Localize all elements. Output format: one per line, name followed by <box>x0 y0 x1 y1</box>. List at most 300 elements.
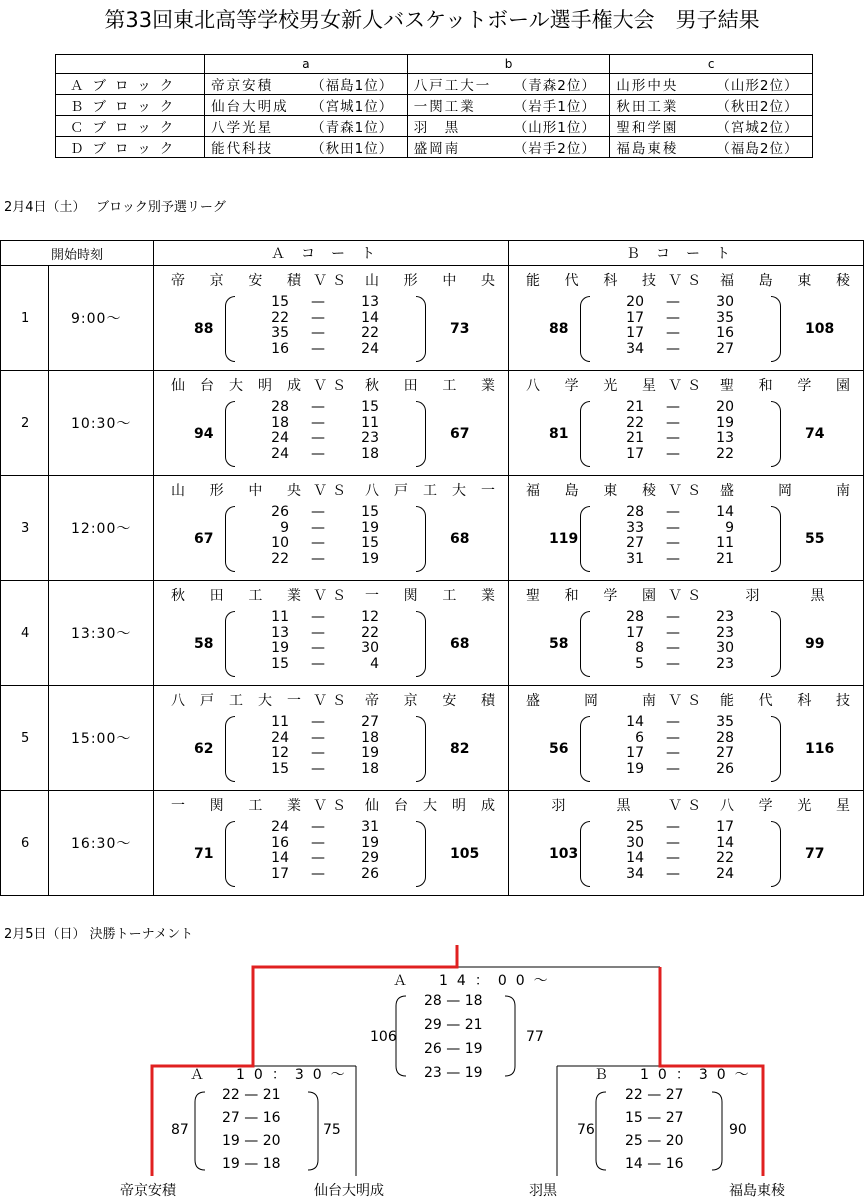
period-score-away: 23 <box>716 655 734 672</box>
period-score-home: 30 <box>626 834 644 851</box>
dash: — <box>311 504 325 520</box>
team-char: 八 <box>365 483 379 499</box>
dash: — <box>311 414 325 431</box>
period-score-home: 24 <box>271 729 289 746</box>
period-score-away: 22 <box>361 325 379 341</box>
day1-label: 2月4日（土） ブロック別予選リーグ <box>4 200 226 215</box>
team-char: 島 <box>758 273 773 289</box>
semi-b-score-left: 76 <box>577 1122 595 1138</box>
total-score-away: 73 <box>450 321 470 337</box>
team-rank: （岩手2位） <box>513 141 596 157</box>
dash: — <box>311 819 325 835</box>
period-score-away: 22 <box>716 850 734 866</box>
total-score-away: 105 <box>450 846 480 862</box>
team-char: 黒 <box>810 588 825 604</box>
dash: — <box>311 714 325 730</box>
team-char: 工 <box>442 588 457 604</box>
team-char: 園 <box>641 588 656 604</box>
team-char: 八 <box>526 378 540 394</box>
team-char: 能 <box>720 693 734 709</box>
team-char: 戸 <box>200 693 214 709</box>
period-score-home: 24 <box>271 819 289 835</box>
period-score-away: 27 <box>361 714 379 730</box>
vs-label: ＶＳ <box>668 378 706 394</box>
bracket-team: 福島東稜 <box>729 1183 785 1199</box>
period-score-away: 19 <box>361 745 379 761</box>
period-score-away: 23 <box>716 624 734 641</box>
period-score-home: 17 <box>626 624 644 641</box>
team-char: 仙 <box>365 798 379 814</box>
team-char: 福 <box>526 483 540 499</box>
final-score-right: 77 <box>526 1029 544 1045</box>
team-char: 星 <box>641 378 656 394</box>
dash: — <box>311 760 325 777</box>
team-char: 業 <box>480 378 495 394</box>
period-score-home: 34 <box>626 865 644 882</box>
period-score-home: 19 <box>271 640 289 656</box>
vs-label: ＶＳ <box>313 273 351 289</box>
period-score-home: 12 <box>271 745 289 761</box>
team-char: 大 <box>452 483 466 499</box>
period-score-home: 16 <box>271 340 289 357</box>
team-char: 秋 <box>171 588 185 604</box>
team-char: 関 <box>403 588 418 604</box>
period-score-away: 14 <box>361 309 379 326</box>
team-char: 成 <box>481 798 495 814</box>
round-number: 5 <box>1 686 49 791</box>
team-char: 南 <box>836 483 850 499</box>
period-score-home: 15 <box>271 294 289 310</box>
dash: — <box>311 445 325 462</box>
dash: — <box>666 445 680 462</box>
team-rank: （福島2位） <box>716 141 799 157</box>
final-period: 26 — 19 <box>424 1041 483 1057</box>
team-char: 技 <box>835 693 850 709</box>
dash: — <box>666 850 680 866</box>
start-time: 13:30～ <box>49 581 154 686</box>
vs-label: ＶＳ <box>668 798 706 814</box>
bracket-team: 帝京安積 <box>120 1183 176 1199</box>
period-score-away: 19 <box>361 834 379 851</box>
team-char: 一 <box>171 798 185 814</box>
team-char: 田 <box>209 588 224 604</box>
team-rank: （宮城2位） <box>716 120 799 136</box>
period-score-away: 4 <box>370 655 379 672</box>
team-char: 代 <box>564 273 579 289</box>
period-score-away: 26 <box>361 865 379 882</box>
team-char: 福 <box>720 273 734 289</box>
team-name: 八学光星 <box>211 120 274 136</box>
semi-b-period: 14 — 16 <box>625 1156 684 1172</box>
total-score-away: 82 <box>450 741 470 757</box>
dash: — <box>666 714 680 730</box>
start-time: 10:30～ <box>49 371 154 476</box>
team-char: 学 <box>758 798 773 814</box>
period-score-away: 30 <box>716 294 734 310</box>
period-score-away: 11 <box>716 535 734 551</box>
semi-b-period: 15 — 27 <box>625 1110 684 1126</box>
period-score-away: 19 <box>361 519 379 536</box>
team-name: 羽 黒 <box>413 120 461 136</box>
total-score-home: 88 <box>549 321 569 337</box>
block-name: Ｄブロック <box>56 137 205 158</box>
score-bracket-left <box>195 1092 205 1170</box>
dash: — <box>311 340 325 357</box>
dash: — <box>311 850 325 866</box>
period-score-home: 13 <box>271 624 289 641</box>
period-score-away: 24 <box>716 865 734 882</box>
period-score-away: 9 <box>725 519 734 536</box>
dash: — <box>666 399 680 415</box>
header-cell: a <box>205 55 408 74</box>
team-char: 京 <box>403 693 418 709</box>
team-char: 工 <box>229 693 243 709</box>
team-char: 央 <box>286 483 301 499</box>
period-score-away: 19 <box>361 550 379 567</box>
page-title: 第33回東北高等学校男女新人バスケットボール選手権大会 男子結果 <box>104 8 760 32</box>
dash: — <box>311 655 325 672</box>
team-rank: （山形2位） <box>716 78 799 94</box>
total-score-home: 58 <box>194 636 214 652</box>
period-score-home: 11 <box>271 609 289 625</box>
team-char: 羽 <box>745 588 760 604</box>
team-name: 秋田工業 <box>616 99 679 115</box>
period-score-away: 27 <box>716 745 734 761</box>
period-score-away: 11 <box>361 414 379 431</box>
header-start-time: 開始時刻 <box>1 241 154 266</box>
dash: — <box>666 414 680 431</box>
period-score-away: 27 <box>716 340 734 357</box>
total-score-away: 74 <box>805 426 825 442</box>
semi-a-period: 27 — 16 <box>222 1110 281 1126</box>
team-char: 中 <box>248 483 263 499</box>
period-score-away: 24 <box>361 340 379 357</box>
team-char: 台 <box>394 798 408 814</box>
dash: — <box>666 609 680 625</box>
semi-b-period: 25 — 20 <box>625 1133 684 1149</box>
period-score-away: 16 <box>716 325 734 341</box>
team-char: 島 <box>564 483 579 499</box>
start-time: 16:30～ <box>49 791 154 896</box>
bracket-team: 羽黒 <box>529 1183 557 1199</box>
header-court-a: Ａコート <box>154 241 509 266</box>
team-char: 明 <box>452 798 466 814</box>
period-score-home: 20 <box>626 294 644 310</box>
dash: — <box>311 535 325 551</box>
period-score-home: 22 <box>626 414 644 431</box>
round-number: 3 <box>1 476 49 581</box>
dash: — <box>311 399 325 415</box>
semi-a-period: 19 — 18 <box>222 1156 281 1172</box>
score-bracket-left <box>596 1092 606 1170</box>
dash: — <box>666 309 680 326</box>
total-score-away: 77 <box>805 846 825 862</box>
team-char: 山 <box>365 273 379 289</box>
team-name: 一関工業 <box>413 99 476 115</box>
dash: — <box>311 729 325 746</box>
team-char: 稜 <box>641 483 656 499</box>
dash: — <box>666 865 680 882</box>
team-char: 大 <box>258 693 272 709</box>
team-char: 積 <box>286 273 301 289</box>
team-char: 央 <box>480 273 495 289</box>
dash: — <box>666 550 680 567</box>
dash: — <box>666 729 680 746</box>
round-number: 1 <box>1 266 49 371</box>
period-score-home: 11 <box>271 714 289 730</box>
team-char: 黒 <box>616 798 631 814</box>
vs-label: ＶＳ <box>313 588 351 604</box>
period-score-away: 35 <box>716 714 734 730</box>
team-char: 中 <box>442 273 457 289</box>
team-char: 聖 <box>526 588 540 604</box>
total-score-away: 99 <box>805 636 825 652</box>
team-char: 能 <box>526 273 540 289</box>
dash: — <box>666 535 680 551</box>
total-score-away: 68 <box>450 531 470 547</box>
period-score-away: 35 <box>716 309 734 326</box>
period-score-away: 14 <box>716 834 734 851</box>
period-score-home: 26 <box>271 504 289 520</box>
dash: — <box>666 819 680 835</box>
total-score-away: 116 <box>805 741 835 757</box>
vs-label: ＶＳ <box>668 588 706 604</box>
dash: — <box>666 624 680 641</box>
period-score-away: 22 <box>716 445 734 462</box>
team-char: 羽 <box>551 798 566 814</box>
final-period: 29 — 21 <box>424 1017 483 1033</box>
team-name: 盛岡南 <box>413 141 461 157</box>
dash: — <box>311 640 325 656</box>
vs-label: ＶＳ <box>313 378 351 394</box>
team-char: 代 <box>758 693 773 709</box>
dash: — <box>311 519 325 536</box>
team-char: 山 <box>171 483 185 499</box>
period-score-home: 14 <box>271 850 289 866</box>
team-rank: （山形1位） <box>513 120 596 136</box>
total-score-away: 67 <box>450 426 470 442</box>
semi-a-period: 19 — 20 <box>222 1133 281 1149</box>
team-char: 和 <box>758 378 773 394</box>
vs-label: ＶＳ <box>313 483 351 499</box>
period-score-home: 17 <box>626 445 644 462</box>
vs-label: ＶＳ <box>313 693 351 709</box>
team-char: 一 <box>365 588 379 604</box>
team-char: 積 <box>480 693 495 709</box>
period-score-home: 6 <box>635 729 644 746</box>
final-period: 23 — 19 <box>424 1065 483 1081</box>
team-rank: （岩手1位） <box>513 99 596 115</box>
team-char: 学 <box>603 588 618 604</box>
period-score-home: 22 <box>271 550 289 567</box>
period-score-home: 14 <box>626 850 644 866</box>
team-char: 東 <box>603 483 618 499</box>
dash: — <box>666 760 680 777</box>
period-score-home: 14 <box>626 714 644 730</box>
dash: — <box>666 294 680 310</box>
semi-a-score-left: 87 <box>171 1122 189 1138</box>
team-name: 帝京安積 <box>211 78 274 94</box>
team-char: 岡 <box>584 693 598 709</box>
block-name: Ａブロック <box>56 74 205 95</box>
team-char: 帝 <box>171 273 185 289</box>
period-score-home: 17 <box>626 309 644 326</box>
period-score-away: 18 <box>361 445 379 462</box>
total-score-home: 58 <box>549 636 569 652</box>
day2-label: 2月5日（日） 決勝トーナメント <box>4 927 194 942</box>
score-bracket-right <box>712 1092 722 1170</box>
team-char: 帝 <box>365 693 379 709</box>
team-name: 山形中央 <box>616 78 679 94</box>
period-score-home: 15 <box>271 760 289 777</box>
total-score-away: 55 <box>805 531 825 547</box>
period-score-home: 25 <box>626 819 644 835</box>
total-score-home: 56 <box>549 741 569 757</box>
total-score-home: 103 <box>549 846 579 862</box>
header-court-b: Ｂコート <box>509 241 864 266</box>
period-score-home: 18 <box>271 414 289 431</box>
start-time: 9:00～ <box>49 266 154 371</box>
total-score-home: 67 <box>194 531 214 547</box>
team-char: 戸 <box>394 483 408 499</box>
period-score-home: 16 <box>271 834 289 851</box>
final-period: 28 — 18 <box>424 993 483 1009</box>
team-char: 京 <box>209 273 224 289</box>
semi-b-label: Ｂ 10：30～ <box>594 1067 758 1083</box>
team-char: 形 <box>209 483 224 499</box>
period-score-away: 18 <box>361 729 379 746</box>
period-score-away: 15 <box>361 504 379 520</box>
team-char: 光 <box>797 798 812 814</box>
team-char: 一 <box>287 693 301 709</box>
dash: — <box>666 655 680 672</box>
team-rank: （秋田1位） <box>311 141 394 157</box>
dash: — <box>311 609 325 625</box>
period-score-home: 28 <box>626 504 644 520</box>
total-score-away: 108 <box>805 321 835 337</box>
dash: — <box>666 834 680 851</box>
team-char: 明 <box>258 378 272 394</box>
team-char: 安 <box>442 693 457 709</box>
period-score-away: 15 <box>361 535 379 551</box>
team-name: 仙台大明成 <box>211 99 289 115</box>
team-rank: （秋田2位） <box>716 99 799 115</box>
team-name: 福島東稜 <box>616 141 679 157</box>
period-score-away: 22 <box>361 624 379 641</box>
team-char: 業 <box>286 798 301 814</box>
team-char: 田 <box>403 378 418 394</box>
team-char: 星 <box>835 798 850 814</box>
total-score-home: 81 <box>549 426 569 442</box>
team-char: 園 <box>835 378 850 394</box>
team-char: 台 <box>200 378 214 394</box>
period-score-home: 34 <box>626 340 644 357</box>
team-char: 稜 <box>835 273 850 289</box>
dash: — <box>666 745 680 761</box>
period-score-away: 31 <box>361 819 379 835</box>
team-char: 業 <box>480 588 495 604</box>
period-score-home: 31 <box>626 550 644 567</box>
total-score-home: 119 <box>549 531 579 547</box>
team-char: 工 <box>442 378 457 394</box>
team-char: 技 <box>641 273 656 289</box>
team-char: 工 <box>423 483 437 499</box>
vs-label: ＶＳ <box>668 693 706 709</box>
period-score-home: 35 <box>271 325 289 341</box>
vs-label: ＶＳ <box>313 798 351 814</box>
team-rank: （青森2位） <box>513 78 596 94</box>
bracket-team: 仙台大明成 <box>314 1183 384 1199</box>
block-name: Ｂブロック <box>56 95 205 116</box>
period-score-away: 20 <box>716 399 734 415</box>
round-number: 6 <box>1 791 49 896</box>
period-score-away: 21 <box>716 550 734 567</box>
team-char: 科 <box>603 273 618 289</box>
team-char: 学 <box>797 378 812 394</box>
team-char: 工 <box>248 588 263 604</box>
team-char: 一 <box>481 483 495 499</box>
dash: — <box>311 430 325 446</box>
period-score-away: 19 <box>716 414 734 431</box>
period-score-home: 8 <box>635 640 644 656</box>
semi-b-period: 22 — 27 <box>625 1087 684 1103</box>
team-name: 能代科技 <box>211 141 274 157</box>
period-score-away: 13 <box>361 294 379 310</box>
dash: — <box>666 340 680 357</box>
team-char: 八 <box>720 798 734 814</box>
final-score-left: 106 <box>370 1029 397 1045</box>
dash: — <box>666 640 680 656</box>
dash: — <box>311 325 325 341</box>
period-score-home: 27 <box>626 535 644 551</box>
team-char: 八 <box>171 693 185 709</box>
team-char: 科 <box>797 693 812 709</box>
team-char: 大 <box>229 378 243 394</box>
team-char: 盛 <box>526 693 540 709</box>
start-time: 12:00～ <box>49 476 154 581</box>
period-score-away: 12 <box>361 609 379 625</box>
team-name: 聖和学園 <box>616 120 679 136</box>
round-number: 4 <box>1 581 49 686</box>
team-char: 和 <box>564 588 579 604</box>
dash: — <box>311 834 325 851</box>
vs-label: ＶＳ <box>668 273 706 289</box>
semi-a-score-right: 75 <box>323 1122 341 1138</box>
dash: — <box>311 550 325 567</box>
period-score-home: 21 <box>626 399 644 415</box>
team-char: 形 <box>403 273 418 289</box>
header-cell: b <box>407 55 610 74</box>
dash: — <box>666 430 680 446</box>
period-score-home: 22 <box>271 309 289 326</box>
team-char: 東 <box>797 273 812 289</box>
team-char: 安 <box>248 273 263 289</box>
team-char: 工 <box>248 798 263 814</box>
team-char: 秋 <box>365 378 379 394</box>
team-char: 岡 <box>778 483 792 499</box>
score-bracket-right <box>505 996 515 1076</box>
vs-label: ＶＳ <box>668 483 706 499</box>
period-score-home: 9 <box>280 519 289 536</box>
team-char: 光 <box>603 378 618 394</box>
semi-b-score-right: 90 <box>729 1122 747 1138</box>
total-score-home: 62 <box>194 741 214 757</box>
score-bracket-right <box>308 1092 318 1170</box>
header-cell: c <box>610 55 813 74</box>
dash: — <box>666 504 680 520</box>
team-rank: （宮城1位） <box>311 99 394 115</box>
round-number: 2 <box>1 371 49 476</box>
